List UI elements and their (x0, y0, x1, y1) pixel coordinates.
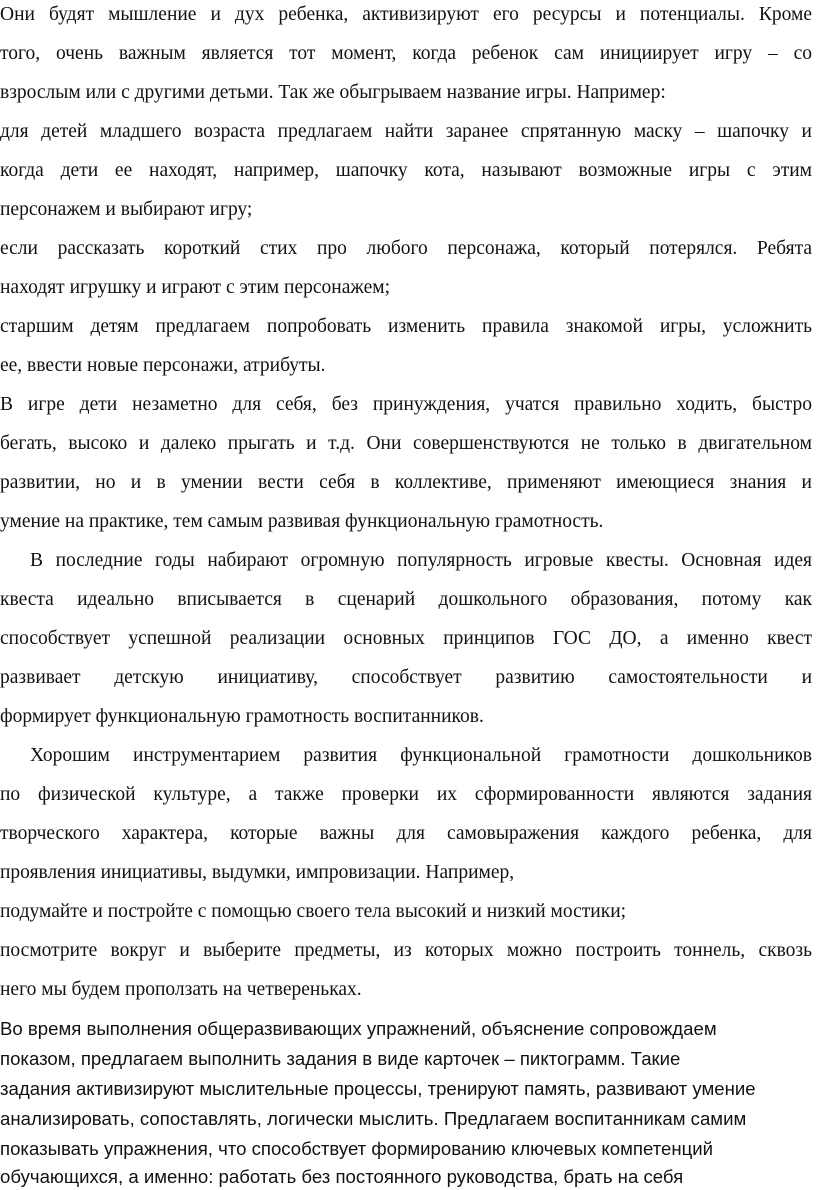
text-line: развитии, но и в умении вести себя в коллективе, применяют имеющиеся знания и (0, 472, 812, 493)
text-line: находят игрушку и играют с этим персонажем; (0, 277, 390, 298)
text-line: для детей младшего возраста предлагаем найти заранее спрятанную маску – шапочку и (0, 121, 812, 142)
text-line: Во время выполнения общеразвивающих упражнений, объяснение сопровождаем (0, 1018, 717, 1039)
text-line: задания активизируют мыслительные процессы, тренируют память, развивают умение (0, 1078, 756, 1099)
text-line: него мы будем проползать на четвереньках. (0, 979, 362, 1000)
text-line: показывать упражнения, что способствует формированию ключевых компетенций (0, 1138, 714, 1159)
text-line: В игре дети незаметно для себя, без принуждения, учатся правильно ходить, быстро (0, 394, 812, 415)
text-line: квеста идеально вписывается в сценарий дошкольного образования, потому как (0, 589, 812, 610)
text-line: персонажем и выбирают игру; (0, 199, 253, 220)
text-line: умение на практике, тем самым развивая функциональную грамотность. (0, 511, 604, 532)
paragraph-first-line: Хорошим инструментарием развития функциональной грамотности дошкольников (30, 745, 812, 766)
text-line: формирует функциональную грамотность воспитанников. (0, 706, 484, 727)
text-line: по физической культуре, а также проверки их сформированности являются задания (0, 784, 812, 805)
paragraph-first-line: В последние годы набирают огромную популярность игровые квесты. Основная идея (30, 550, 812, 571)
text-line: обучающихся, а именно: работать без постоянного руководства, брать на себя (0, 1166, 684, 1187)
text-line: способствует успешной реализации основных принципов ГОС ДО, а именно квест (0, 628, 812, 649)
text-line: взрослым или с другими детьми. Так же обыгрываем название игры. Например: (0, 82, 666, 103)
text-line: подумайте и постройте с помощью своего тела высокий и низкий мостики; (0, 901, 627, 922)
text-line: развивает детскую инициативу, способствует развитию самостоятельности и (0, 667, 812, 688)
text-line: того, очень важным является тот момент, когда ребенок сам инициирует игру – со (0, 43, 812, 64)
text-line: старшим детям предлагаем попробовать изменить правила знакомой игры, усложнить (0, 316, 812, 337)
text-line: проявления инициативы, выдумки, импровизации. Например, (0, 862, 515, 883)
text-line: показом, предлагаем выполнить задания в виде карточек – пиктограмм. Такие (0, 1048, 681, 1069)
text-line: Они будят мышление и дух ребенка, активизируют его ресурсы и потенциалы. Кроме (0, 4, 812, 25)
text-line: посмотрите вокруг и выберите предметы, из которых можно построить тоннель, сквозь (0, 940, 812, 961)
text-line: бегать, высоко и далеко прыгать и т.д. Они совершенствуются не только в двигательном (0, 433, 812, 454)
text-line: ее, ввести новые персонажи, атрибуты. (0, 355, 326, 376)
text-line: творческого характера, которые важны для самовыражения каждого ребенка, для (0, 823, 812, 844)
text-line: когда дети ее находят, например, шапочку кота, называют возможные игры с этим (0, 160, 812, 181)
text-line: анализировать, сопоставлять, логически мыслить. Предлагаем воспитанникам самим (0, 1108, 747, 1129)
text-line: если рассказать короткий стих про любого персонажа, который потерялся. Ребята (0, 238, 812, 259)
